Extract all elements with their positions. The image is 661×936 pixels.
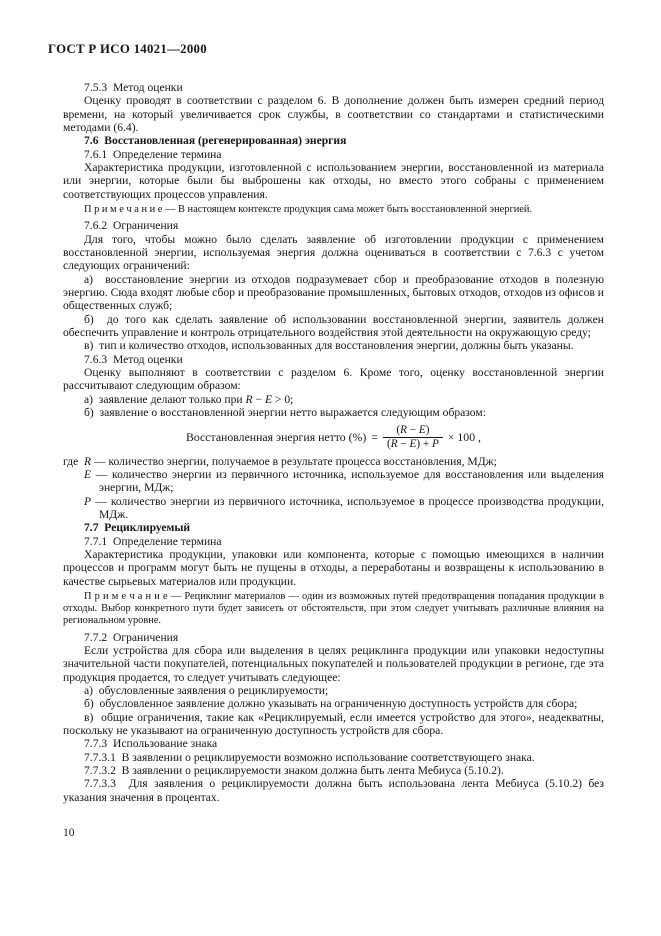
- definition-item: P — количество энергии из первичного источника, используемое в процессе производства продукции, МДж.: [84, 494, 604, 521]
- body-paragraph: Характеристика продукции, изготовленной с использованием энергии, восстановленной из материала или энергии, которые были бы выброшены как отходы, но вместо этого собраны с применением соответствующих процессов управления.: [63, 161, 604, 201]
- body-paragraph: а) обусловленные заявления о рециклируемости;: [84, 683, 329, 697]
- section-heading: 7.6.1 Определение термина: [84, 147, 222, 161]
- standard-header: ГОСТ Р ИСО 14021—2000: [48, 42, 207, 56]
- definition-variable: E: [84, 467, 92, 481]
- body-paragraph: б) заявление о восстановленной энергии нетто выражается следующим образом:: [84, 406, 486, 420]
- body-paragraph: Характеристика продукции, упаковки или компонента, которые с помощью имеющихся в наличии процессов и программ могут быть не пущены в отходы, а переработаны и возвращены к использованию в качестве сырьевых материалов или продукции.: [63, 548, 604, 588]
- body-paragraph: в) тип и количество отходов, использованных для восстановления энергии, должны быть указаны.: [84, 339, 574, 353]
- section-heading-bold: 7.6 Восстановленная (регенерированная) энергия: [84, 134, 347, 148]
- body-paragraph: 7.7.3.3 Для заявления о рециклируемости должна быть использована лента Мебиуса (5.10.2) без указания значения в процентах.: [63, 777, 604, 804]
- note-paragraph: П р и м е ч а н и е — Рециклинг материалов — один из возможных путей предотвращения попадания продукции в отходы. Выбор конкретного пути будет зависеть от обстоятельств, при этом следует учитывать различные влияния на региональном уровне.: [63, 591, 604, 627]
- section-heading: 7.7.2 Ограничения: [84, 630, 179, 644]
- definition-lead: где: [63, 454, 79, 468]
- body-paragraph: Для того, чтобы можно было сделать заявление об изготовлении продукции с применением восстановленной энергии, используемая энергия должна оцениваться в соответствии с 7.6.3 с учетом следующих ограничений:: [63, 232, 604, 273]
- note-paragraph: П р и м е ч а н и е — В настоящем контексте продукция сама может быть восстановленной энергией.: [84, 204, 533, 216]
- body-paragraph: 7.7.3.1 В заявлении о рециклируемости возможно использование соответствующего знака.: [84, 750, 535, 764]
- note-label: П р и м е ч а н и е: [84, 204, 163, 216]
- section-heading: 7.7.1 Определение термина: [84, 534, 222, 548]
- note-label: П р и м е ч а н и е: [84, 591, 168, 603]
- section-heading: 7.6.3 Метод оценки: [84, 352, 183, 366]
- body-paragraph: б) до того как сделать заявление об использовании восстановленной энергии, заявитель должен обеспечить управление и контроль отрицательного воздействия этой деятельности на окружающую среду;: [63, 312, 604, 339]
- section-heading: 7.5.3 Метод оценки: [84, 81, 183, 94]
- formula-multiplier: × 100 ,: [447, 429, 481, 444]
- numerator: (R − E): [396, 424, 430, 437]
- body-paragraph: Если устройства для сбора или выделения в целях рециклинга продукции или упаковки недоступны значительной части покупателей, потенциальных покупателей и пользователей продукции в регионе, где эта продукция продается, то следует учитывать следующее:: [63, 643, 604, 684]
- denominator: (R − E) + P: [383, 437, 443, 451]
- section-heading: 7.6.2 Ограничения: [84, 219, 179, 233]
- definition-variable: P: [84, 494, 92, 508]
- section-heading-bold: 7.7 Рециклируемый: [84, 521, 191, 535]
- body-paragraph: а) заявление делают только при R − E > 0;: [84, 392, 294, 406]
- body-paragraph: б) обусловленное заявление должно указывать на ограниченную доступность устройств для сбора;: [84, 697, 578, 711]
- equals-sign: =: [371, 429, 378, 444]
- formula-lhs: Восстановленная энергия нетто (%): [185, 429, 367, 444]
- formula: [63, 424, 604, 450]
- fraction: [383, 424, 443, 450]
- section-heading: 7.7.3 Использование знака: [84, 737, 218, 751]
- page-number: 10: [63, 826, 75, 839]
- definition-item: E — количество энергии из первичного источника, используемое для восстановления или выделения энергии, МДж;: [84, 467, 604, 495]
- body-paragraph: в) общие ограничения, такие как «Рециклируемый, если имеется устройство для этого», неадекватны, поскольку не указывают на ограниченную доступность устройств для сбора.: [63, 710, 604, 737]
- body-paragraph: Оценку проводят в соответствии с разделом 6. В дополнение должен быть измерен средний период времени, на который увеличивается срок службы, в соответствии со стандартами и статистическими методами (6.4).: [63, 94, 604, 135]
- body-paragraph: 7.7.3.2 В заявлении о рециклируемости знаком должна быть лента Мебиуса (5.10.2).: [84, 763, 504, 777]
- definition-item: где R — количество энергии, получаемое в результате процесса восстановления, МДж;: [63, 454, 497, 468]
- definition-variable: R: [84, 454, 92, 468]
- page-content: [63, 81, 604, 804]
- body-paragraph: Оценку выполняют в соответствии с разделом 6. Кроме того, оценку восстановленной энергии рассчитывают следующим образом:: [63, 366, 604, 393]
- body-paragraph: а) восстановление энергии из отходов подразумевает сбор и преобразование отходов в полезную энергию. Сюда входят любые сбор и преобразование промышленных, бытовых отходов, отходов из офисов и общественных служб;: [63, 272, 604, 313]
